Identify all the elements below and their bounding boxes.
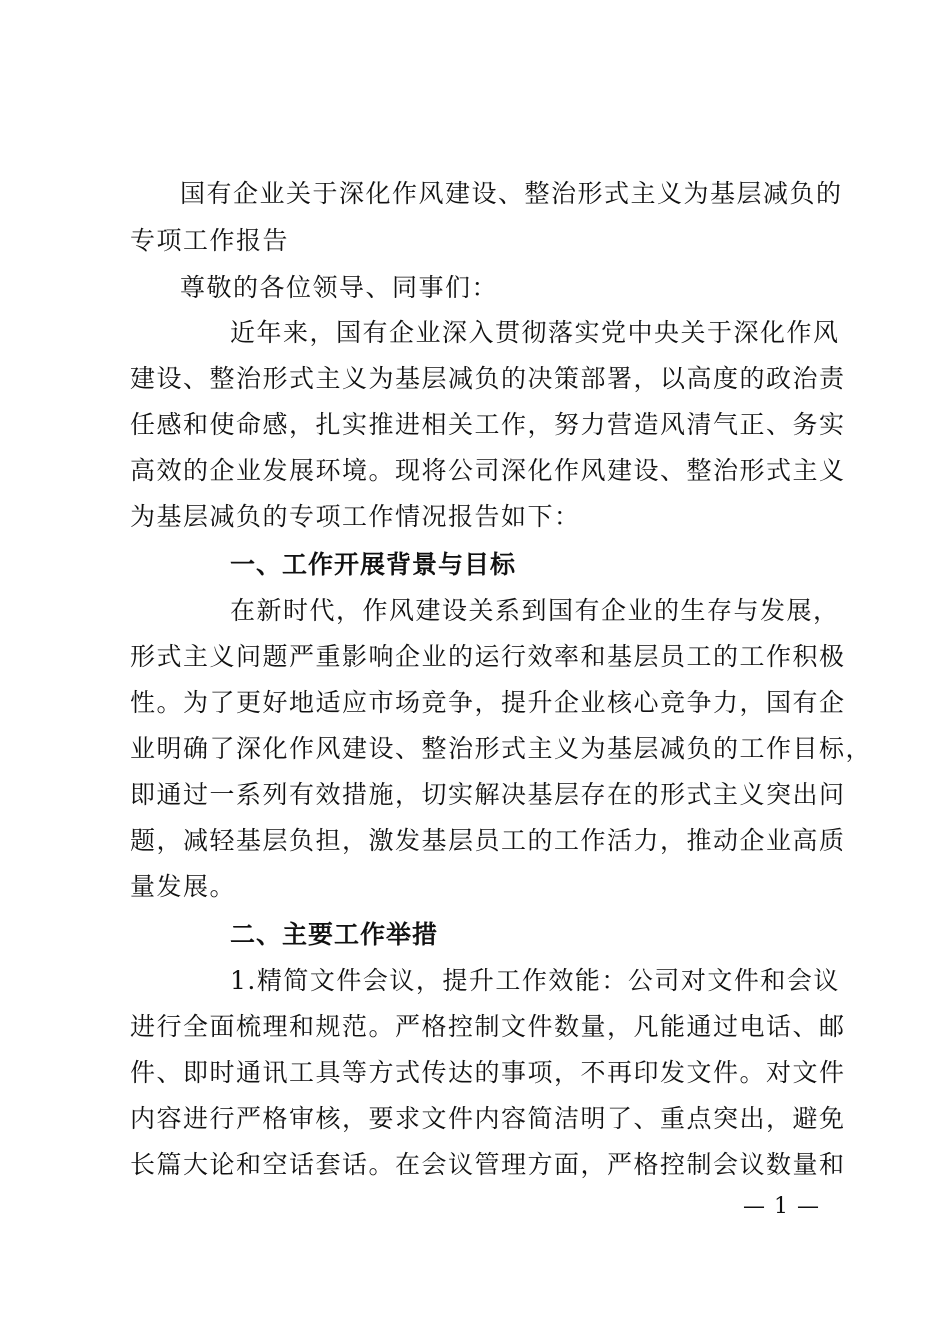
section1-heading: 一、工作开展背景与目标 (230, 550, 517, 579)
intro-line-2: 建设、整治形式主义为基层减负的决策部署，以高度的政治责 (130, 364, 846, 393)
section2-line-4: 内容进行严格审核，要求文件内容简洁明了、重点突出，避免 (130, 1104, 846, 1133)
salutation: 尊敬的各位领导、同事们： (180, 273, 499, 302)
section1-line-5: 即通过一系列有效措施，切实解决基层存在的形式主义突出问 (130, 780, 846, 809)
page-number: — 1 — (743, 1194, 820, 1219)
section1-line-4: 业明确了深化作风建设、整治形式主义为基层减负的工作目标， (130, 734, 873, 763)
intro-line-1: 近年来，国有企业深入贯彻落实党中央关于深化作风 (230, 318, 840, 347)
intro-line-4: 高效的企业发展环境。现将公司深化作风建设、整治形式主义 (130, 456, 846, 485)
title-line-2: 专项工作报告 (130, 226, 290, 255)
intro-line-5: 为基层减负的专项工作情况报告如下： (130, 502, 581, 531)
section2-line-2: 进行全面梳理和规范。严格控制文件数量，凡能通过电话、邮 (130, 1012, 846, 1041)
intro-line-3: 任感和使命感，扎实推进相关工作，努力营造风清气正、务实 (130, 410, 846, 439)
section1-line-1: 在新时代，作风建设关系到国有企业的生存与发展， (230, 596, 840, 625)
section2-heading: 二、主要工作举措 (230, 920, 439, 949)
section1-line-7: 量发展。 (130, 872, 237, 901)
title-line-1: 国有企业关于深化作风建设、整治形式主义为基层减负的 (180, 179, 843, 208)
section1-line-6: 题，减轻基层负担，激发基层员工的工作活力，推动企业高质 (130, 826, 846, 855)
section2-line-5: 长篇大论和空话套话。在会议管理方面，严格控制会议数量和 (130, 1150, 846, 1179)
section1-line-3: 性。为了更好地适应市场竞争，提升企业核心竞争力，国有企 (130, 688, 846, 717)
section2-line-1: 1.精简文件会议，提升工作效能：公司对文件和会议 (230, 966, 840, 995)
section2-line-3: 件、即时通讯工具等方式传达的事项，不再印发文件。对文件 (130, 1058, 846, 1087)
section1-line-2: 形式主义问题严重影响企业的运行效率和基层员工的工作积极 (130, 642, 846, 671)
